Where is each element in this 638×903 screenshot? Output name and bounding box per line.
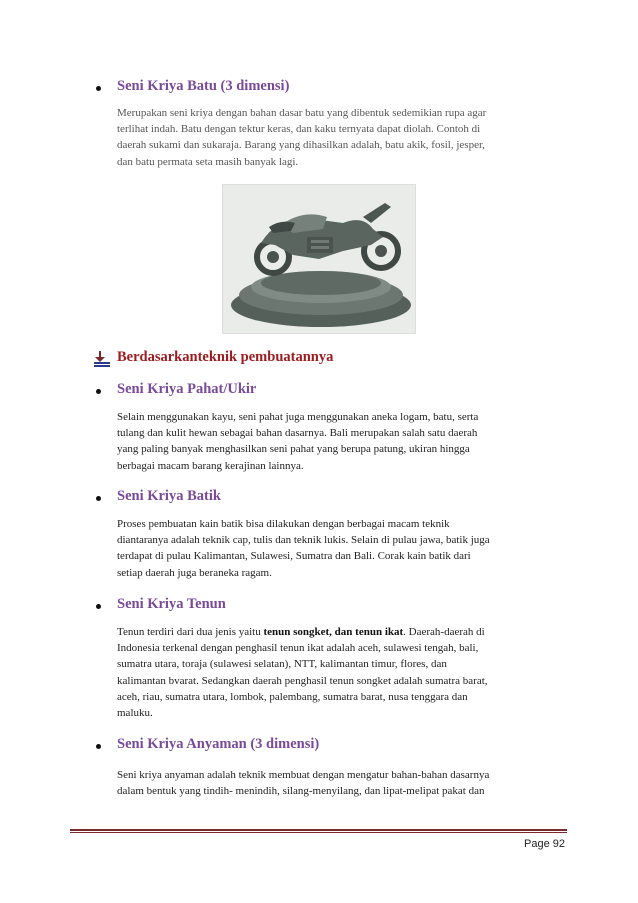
heading-seni-kriya-batu: Seni Kriya Batu (3 dimensi): [117, 78, 290, 94]
bullet-icon: [96, 496, 101, 501]
paragraph-tenun: Tenun terdiri dari dua jenis yaitu tenun songket, dan tenun ikat. Daerah-daerah di Indonesia terkenal dengan penghasil tenun ikat adalah aceh, sulawesi tengah, bali, sumatra utara, toraja (sulawesi selatan), NTT, kalimantan timur, flores, dan kalimantan bvarat. Sedangkan daerah penghasil tenun songket adalah sumatra barat, aceh, riau, sumatra utara, lombok, palembang, sumatra barat, nusa tenggara dan maluku.: [117, 626, 488, 720]
sub-bullet-icon: [93, 351, 111, 367]
heading-seni-kriya-pahat: Seni Kriya Pahat/Ukir: [117, 381, 257, 397]
paragraph-batu: Merupakan seni kriya dengan bahan dasar batu yang dibentuk sedemikian rupa agar terlihat indah. Batu dengan tektur keras, dan kaku ternyata dapat diolah. Contoh di daerah sukami dan sukaraja. Barang yang dihasilkan adalah, batu akik, fosil, jesper, dan batu permata seta masih banyak lagi.: [117, 107, 487, 168]
bullet-icon: [96, 744, 101, 749]
page-number: Page 92: [524, 838, 565, 850]
bullet-icon: [96, 389, 101, 394]
stone-motorcycle-photo: [222, 184, 416, 334]
footer-rule-thin: [70, 832, 567, 833]
paragraph-batik: Proses pembuatan kain batik bisa dilakukan dengan berbagai macam teknik diantaranya adalah teknik cap, tulis dan teknik lukis. Selain di pulau jawa, batik juga terdapat di pulau Kalimantan, Sulawesi, Sumatra dan Bali. Corak kain batik dari setiap daerah juga beraneka ragam.: [117, 518, 490, 579]
bullet-icon: [96, 604, 101, 609]
heading-seni-kriya-anyaman: Seni Kriya Anyaman (3 dimensi): [117, 736, 320, 752]
paragraph-anyaman: Seni kriya anyaman adalah teknik membuat dengan mengatur bahan-bahan dasarnya dalam bentuk yang tindih- menindih, silang-menyilang, dan lipat-melipat pakat dan: [117, 769, 490, 798]
heading-berdasarkan-teknik: Berdasarkanteknik pembuatannya: [117, 349, 334, 365]
footer-rule: [70, 829, 567, 831]
bullet-icon: [96, 86, 101, 91]
heading-seni-kriya-batik: Seni Kriya Batik: [117, 488, 221, 504]
heading-seni-kriya-tenun: Seni Kriya Tenun: [117, 596, 226, 612]
paragraph-pahat: Selain menggunakan kayu, seni pahat juga menggunakan aneka logam, batu, serta tulang dan kulit hewan sebagai bahan dasarnya. Bali merupakan salah satu daerah yang paling banyak menghasilkan seni pahat yang berupa patung, ukiran hingga berbagai macam barang kerajinan lainnya.: [117, 411, 479, 472]
